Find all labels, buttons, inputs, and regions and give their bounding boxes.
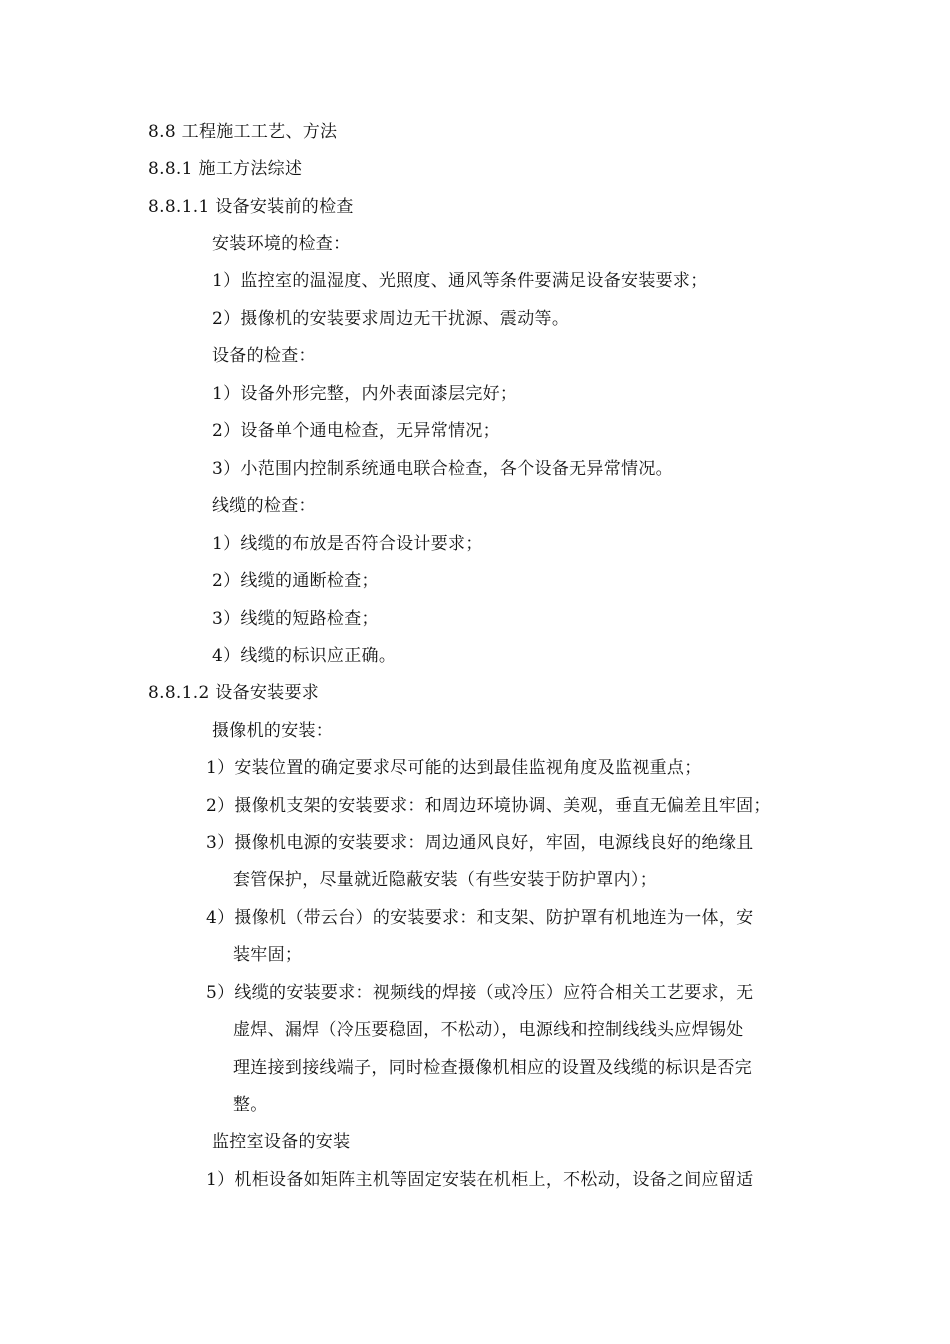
- section-heading-8-8-1-2: 8.8.1.2 设备安装要求: [148, 683, 320, 703]
- list-item-continuation: 装牢固；: [233, 945, 303, 965]
- list-item: 2）线缆的通断检查；: [212, 571, 379, 591]
- subheading-camera-installation: 摄像机的安装：: [212, 721, 334, 741]
- list-item: 3）小范围内控制系统通电联合检查，各个设备无异常情况。: [212, 459, 673, 479]
- subheading-control-room-installation: 监控室设备的安装: [212, 1132, 351, 1152]
- subheading-environment-check: 安装环境的检查：: [212, 234, 351, 254]
- subheading-equipment-check: 设备的检查：: [212, 346, 316, 366]
- list-item-continuation: 虚焊、漏焊（冷压要稳固，不松动），电源线和控制线线头应焊锡处: [233, 1020, 744, 1040]
- list-item-continuation: 整。: [233, 1095, 268, 1115]
- list-item: 4）摄像机（带云台）的安装要求：和支架、防护罩有机地连为一体，安: [206, 908, 754, 928]
- list-item: 3）摄像机电源的安装要求：周边通风良好，牢固，电源线良好的绝缘且: [206, 833, 754, 853]
- section-heading-8-8-1-1: 8.8.1.1 设备安装前的检查: [148, 197, 354, 217]
- subheading-cable-check: 线缆的检查：: [212, 496, 316, 516]
- section-heading-8-8-1: 8.8.1 施工方法综述: [148, 159, 303, 179]
- list-item: 1）线缆的布放是否符合设计要求；: [212, 534, 483, 554]
- list-item: 2）摄像机支架的安装要求：和周边环境协调、美观，垂直无偏差且牢固；: [206, 796, 771, 816]
- list-item: 2）摄像机的安装要求周边无干扰源、震动等。: [212, 309, 570, 329]
- list-item: 1）安装位置的确定要求尽可能的达到最佳监视角度及监视重点；: [206, 758, 702, 778]
- list-item: 5）线缆的安装要求：视频线的焊接（或冷压）应符合相关工艺要求，无: [206, 983, 754, 1003]
- list-item: 1）机柜设备如矩阵主机等固定安装在机柜上，不松动，设备之间应留适: [206, 1170, 754, 1190]
- section-heading-8-8: 8.8 工程施工工艺、方法: [148, 122, 338, 142]
- list-item: 1）设备外形完整，内外表面漆层完好；: [212, 384, 518, 404]
- list-item: 1）监控室的温湿度、光照度、通风等条件要满足设备安装要求；: [212, 271, 708, 291]
- list-item: 4）线缆的标识应正确。: [212, 646, 397, 666]
- list-item: 3）线缆的短路检查；: [212, 609, 379, 629]
- list-item-continuation: 套管保护，尽量就近隐蔽安装（有些安装于防护罩内）；: [233, 870, 657, 890]
- list-item: 2）设备单个通电检查，无异常情况；: [212, 421, 500, 441]
- list-item-continuation: 理连接到接线端子，同时检查摄像机相应的设置及线缆的标识是否完: [233, 1058, 752, 1078]
